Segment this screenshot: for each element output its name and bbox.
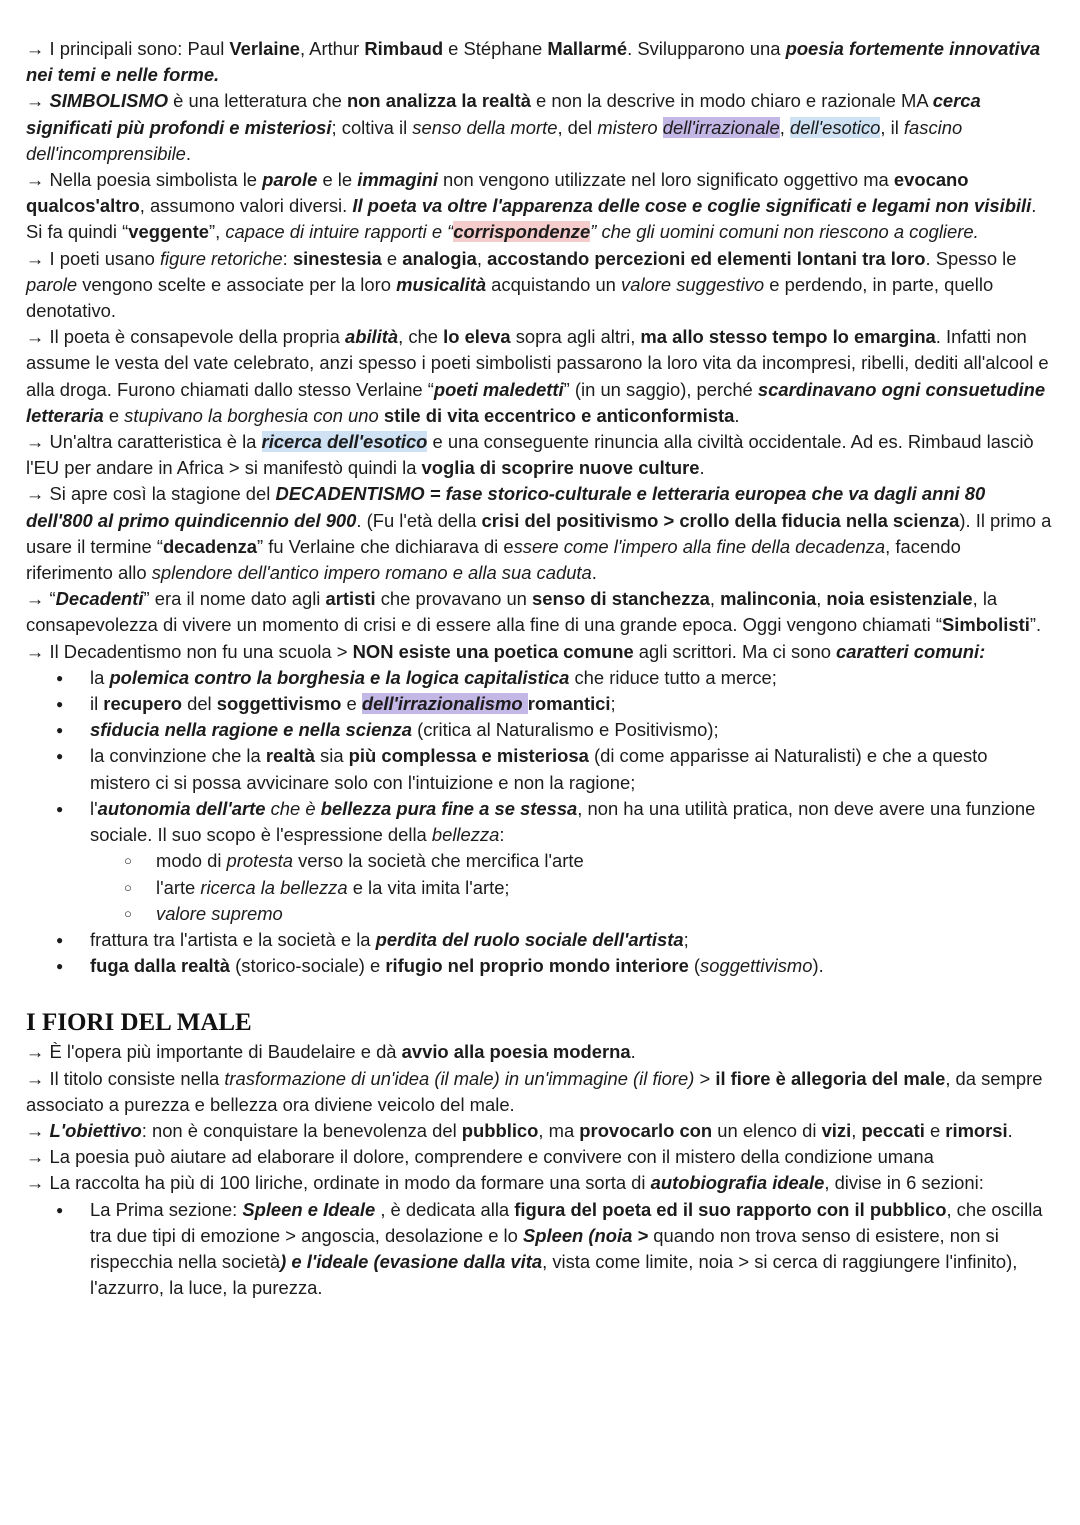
text-run: veggente [128,221,209,243]
text-run: non analizza la realtà [346,90,531,112]
text-run: Spleen (noia > [522,1224,649,1246]
text-run: figura del poeta ed il suo rapporto con il pubblico [514,1198,947,1220]
text-run: → È l'opera più importante di Baudelaire e dà [26,1041,402,1063]
text-run: → Nella poesia simbolista le [26,169,263,191]
text-run: ssere come l'impero alla fine della decadenza [513,535,886,557]
text-run: ” (in un saggio), perché [563,378,758,400]
text-run: perdita del ruolo sociale dell'artista [375,928,684,950]
text-run: Decadenti [55,588,144,610]
text-run: . [630,1041,636,1063]
text-run: , divise in 6 sezioni: [824,1172,984,1194]
text-run: ) e [280,1250,307,1272]
text-run: e perdendo, in parte, quello denotativo. [26,273,994,322]
text-run: : [282,247,293,269]
text-run: e [381,247,403,269]
text-run: , la consapevolezza di vivere un momento di crisi e di essere alla fine di una grande epoca. Oggi vengono chiamati “ [26,588,998,636]
text-run: sinestesia [292,247,382,269]
text-run: protesta [226,850,293,872]
paragraph-opera [26,1039,1052,1065]
text-run: : [499,824,505,846]
text-run: ” era il nome dato agli [143,588,326,610]
text-run: non vengono utilizzate nel loro significato oggettivo ma [437,169,894,191]
text-run: l' [90,797,98,819]
text-run: frattura tra l'artista e la società e la [90,928,376,950]
text-run: ; [610,693,616,715]
text-run: (critica al Naturalismo e Positivismo); [411,719,719,741]
text-run: senso di stanchezza [532,588,710,610]
text-run: verso la società che mercifica l'arte [293,850,584,872]
text-run: soggettivismo [700,955,813,977]
text-run: stile di vita eccentrico e anticonformista [383,404,735,426]
highlight-esotico: dell'esotico [789,116,881,138]
text-run: Verlaine [229,38,300,59]
text-run: trasformazione di un'idea (il male) in un'immagine (il fiore) [224,1067,695,1089]
sections-list [26,1197,1052,1302]
text-run: Spleen e Ideale [242,1198,376,1220]
text-run: , il [880,116,904,138]
list-item [26,875,1052,901]
text-run: , che oscilla tra due tipi di emozione > angoscia, desolazione e lo [90,1198,1043,1246]
text-run: L'obiettivo [49,1119,142,1141]
text-run: Simbolisti [941,614,1030,636]
text-run: , assumono valori diversi. [139,195,353,217]
text-run: , non ha una utilità pratica, non deve avere una funzione sociale. Il suo scopo è l'espressione della [90,797,1036,846]
text-run: → [26,90,50,112]
highlight-corrispondenze: corrispondenze [453,221,591,243]
text-run: agli scrittori. Ma ci sono [633,640,837,662]
list-item [26,1197,1052,1302]
text-run: il [90,693,104,715]
list-item [26,796,1052,927]
text-run: Rimbaud [364,38,444,59]
text-run: , vista come limite, noia > si cerca di raggiungere l'infinito), l'azzurro, la luce, la purezza. [90,1250,1018,1299]
text-run: , [851,1119,862,1141]
text-run: e [924,1119,946,1141]
text-run: e la vita imita l'arte; [347,876,510,898]
text-run: parole [262,169,318,191]
text-run: valore suggestivo [621,273,765,295]
text-run: vizi [821,1119,852,1141]
paragraph-caratteri-comuni [26,639,1052,665]
text-run: cerca significati più profondi e misteriosi [26,90,981,138]
text-run: romantici [527,693,611,715]
text-run: e [103,404,125,426]
text-run: autonomia dell'arte [97,797,266,819]
text-run: più complessa e misteriosa [348,745,589,767]
text-run: soggettivismo [216,693,342,715]
text-run: , [779,116,790,138]
text-run: , facendo riferimento allo [26,535,961,584]
paragraph-titolo [26,1066,1052,1118]
text-run: sia [314,745,349,767]
text-run: parole [26,273,78,295]
text-run: modo di [156,850,227,872]
text-run: abilità [344,326,399,348]
text-run: crisi del positivismo > crollo della fiducia nella scienza [481,509,960,531]
text-run: : non è conquistare la benevolenza del [141,1119,462,1141]
traits-list [26,665,1052,979]
text-run: l'ideale (evasione dalla vita [306,1250,543,1272]
text-run: lo eleva [443,326,511,348]
text-run: caratteri comuni: [836,640,986,662]
text-run: che provavano un [375,588,533,610]
text-run: . Svilupparono una [627,38,786,59]
text-run: scardinavano ogni consuetudine letteraria [26,378,1046,426]
text-run: poeti maledetti [433,378,564,400]
text-run: , è dedicata alla [375,1198,515,1220]
list-item [26,743,1052,795]
text-run: splendore dell'antico impero romano e alla sua caduta [151,562,592,584]
text-run: musicalità [396,273,487,295]
text-run: decadenza [162,535,257,557]
paragraph-poesia-simbolista [26,167,1052,246]
text-run: vengono scelte e associate per la loro [77,273,397,295]
text-run: mistero [597,116,658,138]
paragraph-dolore [26,1144,1052,1170]
text-run: pubblico [461,1119,539,1141]
text-run: , [476,247,488,269]
list-item [26,927,1052,953]
text-run: Il poeta va oltre l'apparenza delle cose e coglie significati e legami non visibili [352,195,1032,217]
text-run: (di come apparisse ai Naturalisti) e che a questo mistero ci si possa avvicinare solo con l'intuizione e non la ragione; [90,745,988,793]
text-run: . Spesso le [925,247,1017,269]
text-run: avvio alla poesia moderna [401,1041,631,1063]
text-run: del [181,693,217,715]
paragraph-decadentismo [26,481,1052,586]
text-run: → Si apre così la stagione del [26,483,276,505]
text-run: e le [317,169,358,191]
text-run: , che [398,326,444,348]
text-run: l'arte [156,876,201,898]
text-run: ; [683,928,689,950]
text-run: peccati [861,1119,925,1141]
text-run: e non la descrive in modo chiaro e razionale MA [530,90,933,112]
list-item [26,901,1052,927]
text-run: rimorsi [945,1119,1008,1141]
paragraph-decadenti [26,586,1052,638]
text-run: SIMBOLISMO [49,90,169,112]
text-run: il fiore è allegoria del male [715,1067,946,1089]
highlight-ricerca-esotico: ricerca dell'esotico [261,431,428,453]
text-run: → La raccolta ha più di 100 liriche, ordinate in modo da formare una sorta di [26,1172,651,1194]
text-run: recupero [103,693,182,715]
text-run: evocano qualcos'altro [26,169,969,217]
text-run: , [709,588,721,610]
paragraph-obiettivo [26,1118,1052,1144]
text-run [658,117,663,138]
text-run: , da sempre associato a purezza e bellezza ora diviene veicolo del male. [26,1067,1043,1115]
text-run: realtà [265,745,315,767]
text-run: ”. [1029,614,1042,636]
text-run: ( [688,955,701,977]
text-run: artisti [325,588,376,610]
text-run: (storico-sociale) e [230,955,386,977]
text-run: bellezza pura fine a se stessa [320,797,578,819]
text-run: ricerca la bellezza [200,876,348,898]
text-run: ” che gli uomini comuni non riescono a cogliere. [590,221,979,243]
text-run: noia esistenziale [826,588,973,610]
text-run: figure retoriche [159,247,283,269]
text-run: fascino dell'incomprensibile [26,116,963,164]
paragraph-esotico [26,429,1052,481]
text-run: Mallarmé [547,38,628,59]
text-run: ”, [208,221,226,243]
text-run: ” fu Verlaine che dichiarava di e [257,535,514,557]
text-run: La Prima sezione: [90,1198,243,1220]
list-item [26,691,1052,717]
text-run: immagini [357,169,438,191]
paragraph-figure-retoriche [26,246,1052,325]
text-run: rifugio nel proprio mondo interiore [385,955,689,977]
text-run: → [26,1119,50,1141]
text-run: , ma [538,1119,580,1141]
text-run: . [185,142,192,164]
text-run: che riduce tutto a merce; [569,666,777,688]
text-run: la convinzione che la [90,745,266,767]
text-run: → Il poeta è consapevole della propria [26,326,345,348]
text-run: provocarlo con [579,1119,713,1141]
text-run: . [1007,1119,1013,1141]
text-run: ). Il primo a usare il termine “ [26,509,1052,557]
text-run: → “ [26,588,56,610]
list-item [26,953,1052,979]
text-run: → La poesia può aiutare ad elaborare il dolore, comprendere e convivere con il mistero della condizione umana [26,1146,934,1168]
text-run: sfiducia nella ragione e nella scienza [90,719,412,741]
text-run: → Un'altra caratteristica è la [26,431,262,453]
paragraph-simbolismo [26,88,1052,167]
text-run: → I poeti usano [26,247,160,269]
text-run: quando non trova senso di esistere, non si rispecchia nella società [90,1224,999,1272]
text-run: ; coltiva il [331,116,413,138]
text-run: ma allo stesso tempo lo emargina [640,326,936,348]
text-run: . [734,404,740,426]
text-run: capace di intuire rapporti e “ [225,221,454,243]
text-run: . (Fu l'età della [356,509,482,531]
text-run: polemica contro la borghesia e la logica capitalistica [109,666,570,688]
text-run: malinconia [720,588,817,610]
text-run: sopra agli altri, [510,326,641,348]
text-run: e una conseguente rinuncia alla civiltà occidentale. Ad es. Rimbaud lasciò l'EU per andare in Africa > si manifestò quindi la [26,431,1034,479]
text-run: , [816,588,827,610]
text-run: stupivano la borghesia con uno [124,404,384,426]
text-run: acquistando un [486,273,622,295]
text-run: . Infatti non assume le vesta del vate celebrato, anzi spesso i poeti simbolisti passarono la loro vita da incompresi, ribelli, dediti all'alcool e alla droga. Furono chiamati dallo stesso Verlaine “ [26,326,1049,400]
text-run: ). [812,955,824,977]
text-run: → Il titolo consiste nella [26,1067,225,1089]
text-run: è una letteratura che [168,90,347,112]
list-item [26,665,1052,691]
text-run: . [591,562,597,584]
list-item [26,848,1052,874]
text-run: valore supremo [156,902,283,924]
highlight-irrazionale: dell'irrazionale [662,116,780,138]
text-run: NON esiste una poetica comune [352,640,634,662]
text-run: senso della morte [412,116,558,138]
list-item [26,717,1052,743]
text-run: la [90,666,110,688]
text-run: , Arthur [299,38,365,59]
text-run: → I principali sono: Paul [26,38,230,59]
text-run: analogia [402,247,477,269]
paragraph-raccolta [26,1170,1052,1196]
text-run: → Il Decadentismo non fu una scuola > [26,640,353,662]
text-run: che è [265,797,321,819]
text-run: > [694,1067,716,1089]
text-run: bellezza [431,824,500,846]
text-run: un elenco di [712,1119,822,1141]
beauty-sublist [90,848,1052,927]
paragraph-poeti-maledetti [26,324,1052,429]
paragraph-main-poets [26,36,1052,88]
text-run: . [699,457,705,479]
text-run: poesia fortemente innovativa nei temi e nelle forme. [26,38,1041,86]
text-run: voglia di scoprire nuove culture [421,457,700,479]
text-run: e Stéphane [443,38,548,59]
text-run: accostando percezioni ed elementi lontani tra loro [487,247,926,269]
section-title: I FIORI DEL MALE [26,1009,252,1037]
text-run: , del [557,116,598,138]
text-run: e [341,693,362,715]
text-run: DECADENTISMO = fase storico-culturale e letteraria europea che va dagli anni 80 dell'800 al primo quindicennio del 900 [26,483,986,531]
text-run: fuga dalla realtà [90,955,231,977]
highlight-irrazionalismo: dell'irrazionalismo [361,693,528,715]
text-run: autobiografia ideale [650,1172,825,1194]
text-run: . Si fa quindi “ [26,195,1037,243]
